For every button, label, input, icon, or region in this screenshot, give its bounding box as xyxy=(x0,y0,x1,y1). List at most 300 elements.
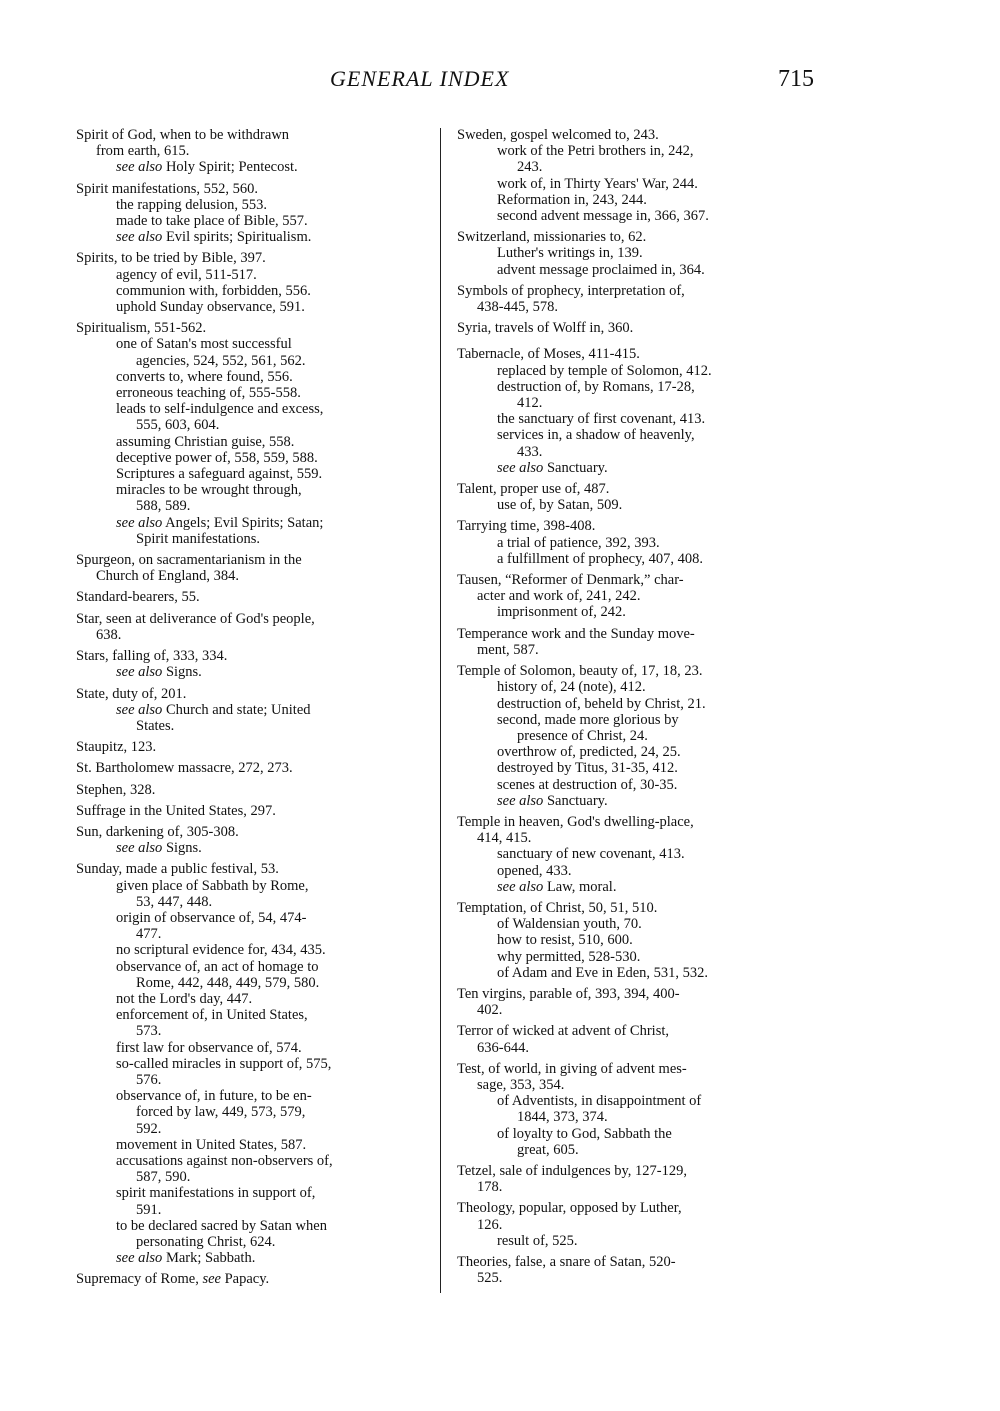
index-heading-line xyxy=(457,481,819,497)
index-text: not the Lord's day, 447. xyxy=(116,990,253,1007)
index-subentry-line xyxy=(76,515,426,531)
index-text: Law, moral. xyxy=(546,878,617,895)
index-heading-line xyxy=(76,589,426,605)
index-heading-line xyxy=(457,900,819,916)
index-subentry-line xyxy=(76,498,426,514)
index-text: replaced by temple of Solomon, 412. xyxy=(497,362,712,379)
index-subentry-line xyxy=(457,744,819,760)
index-heading-line xyxy=(457,830,819,846)
index-text: the rapping delusion, 553. xyxy=(116,196,268,213)
index-subentry-line xyxy=(457,379,819,395)
index-text: Theories, false, a snare of Satan, 520- xyxy=(457,1254,676,1270)
index-text: of loyalty to God, Sabbath the xyxy=(497,1125,672,1142)
index-text: presence of Christ, 24. xyxy=(517,727,648,744)
index-text: of Adventists, in disappointment of xyxy=(497,1093,702,1110)
index-text: sage, 353, 354. xyxy=(477,1076,565,1093)
index-subentry-line xyxy=(76,959,426,975)
index-text: Stars, falling of, 333, 334. xyxy=(76,648,228,665)
index-text: Star, seen at deliverance of God's people, xyxy=(76,610,315,627)
see-also-label: see also xyxy=(116,664,163,681)
index-column-right xyxy=(457,127,819,1291)
index-text: Theology, popular, opposed by Luther, xyxy=(457,1200,682,1217)
index-heading-line xyxy=(76,552,426,568)
index-subentry-line xyxy=(457,551,819,567)
index-text: origin of observance of, 54, 474- xyxy=(116,909,307,926)
index-heading-line xyxy=(457,588,819,604)
index-entry xyxy=(457,481,819,513)
index-subentry-line xyxy=(457,679,819,695)
index-heading-line xyxy=(76,782,426,798)
index-entry xyxy=(76,824,426,856)
index-heading-line xyxy=(76,568,426,584)
index-text: so-called miracles in support of, 575, xyxy=(116,1055,332,1072)
index-heading-line xyxy=(457,1023,819,1039)
index-subentry-line xyxy=(76,718,426,734)
index-text: 438-445, 578. xyxy=(477,299,558,316)
index-text: Sanctuary. xyxy=(546,792,608,809)
see-also-label: see also xyxy=(116,701,163,718)
index-text: 243. xyxy=(517,159,543,176)
index-subentry-line xyxy=(76,531,426,547)
index-entry xyxy=(76,803,426,819)
index-text: Ten virgins, parable of, 393, 394, 400- xyxy=(457,985,680,1002)
index-subentry-line xyxy=(457,411,819,427)
see-also-label: see also xyxy=(116,229,163,246)
index-text: a trial of patience, 392, 393. xyxy=(497,534,660,551)
index-subentry-line xyxy=(76,385,426,401)
index-text: 126. xyxy=(477,1216,503,1233)
index-subentry-line xyxy=(457,604,819,620)
index-text: 592. xyxy=(136,1120,162,1137)
index-subentry-line xyxy=(457,427,819,443)
index-text: Standard-bearers, 55. xyxy=(76,589,200,606)
index-text: Sanctuary. xyxy=(546,459,608,476)
index-column-left xyxy=(76,127,426,1293)
index-heading-line xyxy=(457,320,819,336)
index-subentry-line xyxy=(457,846,819,862)
index-text: ment, 587. xyxy=(477,641,539,658)
index-text: 402. xyxy=(477,1002,503,1019)
index-text: Spirits, to be tried by Bible, 397. xyxy=(76,250,266,267)
index-subentry-line xyxy=(76,910,426,926)
index-subentry-line xyxy=(76,197,426,213)
index-subentry-line xyxy=(76,1153,426,1169)
index-text: Rome, 442, 448, 449, 579, 580. xyxy=(136,974,320,991)
index-subentry-line xyxy=(76,840,426,856)
index-text: Signs. xyxy=(165,840,202,857)
index-text: given place of Sabbath by Rome, xyxy=(116,877,309,894)
index-subentry-line xyxy=(76,1121,426,1137)
index-subentry-line xyxy=(457,1093,819,1109)
index-entry xyxy=(457,1061,819,1158)
index-subentry-line xyxy=(76,1056,426,1072)
index-entry xyxy=(76,861,426,1266)
index-text: Mark; Sabbath. xyxy=(165,1250,256,1267)
index-text: Suffrage in the United States, 297. xyxy=(76,802,276,819)
index-text: agency of evil, 511-517. xyxy=(116,266,257,283)
index-text: 555, 603, 604. xyxy=(136,417,220,434)
index-heading-line xyxy=(76,320,426,336)
index-subentry-line xyxy=(76,1104,426,1120)
index-text: Staupitz, 123. xyxy=(76,739,157,756)
index-subentry-line xyxy=(457,1126,819,1142)
index-text: how to resist, 510, 600. xyxy=(497,932,633,949)
index-text: great, 605. xyxy=(517,1141,579,1158)
index-text: communion with, forbidden, 556. xyxy=(116,282,311,299)
index-text: Syria, travels of Wolff in, 360. xyxy=(457,320,634,337)
index-heading-line xyxy=(76,143,426,159)
index-entry xyxy=(76,127,426,176)
index-subentry-line xyxy=(76,1169,426,1185)
index-heading-line xyxy=(457,127,819,143)
index-text: 433. xyxy=(517,443,543,460)
index-text: a fulfillment of prophecy, 407, 408. xyxy=(497,550,704,567)
index-heading-line xyxy=(76,1271,426,1287)
index-subentry-line xyxy=(457,1142,819,1158)
index-subentry-line xyxy=(76,1072,426,1088)
index-subentry-line xyxy=(76,336,426,352)
index-subentry-line xyxy=(76,1202,426,1218)
index-text: 412. xyxy=(517,395,543,412)
index-text: the sanctuary of first covenant, 413. xyxy=(497,411,706,428)
index-subentry-line xyxy=(76,213,426,229)
index-subentry-line xyxy=(76,1088,426,1104)
index-subentry-line xyxy=(76,450,426,466)
index-text: Reformation in, 243, 244. xyxy=(497,191,647,208)
index-text: Switzerland, missionaries to, 62. xyxy=(457,229,647,246)
index-subentry-line xyxy=(457,1233,819,1249)
index-text: 414, 415. xyxy=(477,830,532,847)
index-subentry-line xyxy=(457,1109,819,1125)
index-heading-line xyxy=(76,760,426,776)
index-subentry-line xyxy=(76,299,426,315)
index-text: scenes at destruction of, 30-35. xyxy=(497,776,678,793)
index-text: 591. xyxy=(136,1201,162,1218)
index-text: destruction of, by Romans, 17-28, xyxy=(497,378,695,395)
index-text: work of the Petri brothers in, 242, xyxy=(497,143,694,160)
index-subentry-line xyxy=(76,1007,426,1023)
index-subentry-line xyxy=(457,262,819,278)
index-text: 1844, 373, 374. xyxy=(517,1109,608,1126)
index-heading-line xyxy=(457,299,819,315)
index-heading-line xyxy=(457,572,819,588)
index-entry xyxy=(76,648,426,680)
running-title: GENERAL INDEX xyxy=(330,66,510,91)
index-heading-line xyxy=(76,739,426,755)
index-subentry-line xyxy=(457,728,819,744)
index-text: Temple of Solomon, beauty of, 17, 18, 23. xyxy=(457,663,703,680)
index-entry xyxy=(76,589,426,605)
index-entry xyxy=(457,663,819,809)
index-text: destruction of, beheld by Christ, 21. xyxy=(497,695,706,712)
index-text: Temple in heaven, God's dwelling-place, xyxy=(457,813,694,830)
index-text: Spiritualism, 551-562. xyxy=(76,320,207,337)
index-text: Sweden, gospel welcomed to, 243. xyxy=(457,127,659,143)
index-heading-line xyxy=(457,1217,819,1233)
index-subentry-line xyxy=(457,460,819,476)
index-heading-line xyxy=(457,229,819,245)
see-also-label: see also xyxy=(116,1250,163,1267)
index-text: Spirit manifestations. xyxy=(136,530,261,547)
index-text: Terror of wicked at advent of Christ, xyxy=(457,1023,669,1040)
index-text: 638. xyxy=(96,626,122,643)
index-text: Spirit of God, when to be withdrawn xyxy=(76,127,290,143)
page-number: 715 xyxy=(778,66,814,92)
index-subentry-line xyxy=(457,965,819,981)
index-subentry-line xyxy=(76,975,426,991)
index-text: use of, by Satan, 509. xyxy=(497,497,623,514)
index-text: work of, in Thirty Years' War, 244. xyxy=(497,175,698,192)
index-text: assuming Christian guise, 558. xyxy=(116,433,295,450)
index-text: uphold Sunday observance, 591. xyxy=(116,299,305,316)
index-subentry-line xyxy=(76,401,426,417)
index-heading-line xyxy=(76,861,426,877)
index-text: Luther's writings in, 139. xyxy=(497,245,643,262)
index-text: second advent message in, 366, 367. xyxy=(497,208,709,225)
index-heading-line xyxy=(76,127,426,143)
index-text: 573. xyxy=(136,1023,162,1040)
index-subentry-line xyxy=(76,991,426,1007)
see-also-label: see also xyxy=(497,878,544,895)
index-text: overthrow of, predicted, 24, 25. xyxy=(497,744,681,761)
index-subentry-line xyxy=(457,245,819,261)
index-text: Tarrying time, 398-408. xyxy=(457,518,596,535)
index-subentry-line xyxy=(76,894,426,910)
index-subentry-line xyxy=(457,497,819,513)
index-text: history of, 24 (note), 412. xyxy=(497,679,646,696)
see-also-label: see also xyxy=(497,459,544,476)
index-text: Holy Spirit; Pentecost. xyxy=(165,159,298,176)
index-subentry-line xyxy=(457,777,819,793)
index-subentry-line xyxy=(76,482,426,498)
see-also-label: see also xyxy=(116,514,163,531)
index-heading-line xyxy=(457,1040,819,1056)
index-subentry-line xyxy=(457,760,819,776)
index-entry xyxy=(457,1163,819,1195)
index-text: Church and state; United xyxy=(165,701,311,718)
index-text: deceptive power of, 558, 559, 588. xyxy=(116,449,318,466)
index-subentry-line xyxy=(457,949,819,965)
index-text: destroyed by Titus, 31-35, 412. xyxy=(497,760,678,777)
index-entry xyxy=(76,782,426,798)
index-subentry-line xyxy=(76,878,426,894)
index-entry xyxy=(457,346,819,476)
index-subentry-line xyxy=(76,926,426,942)
index-text: Scriptures a safeguard against, 559. xyxy=(116,466,323,483)
index-text: Sunday, made a public festival, 53. xyxy=(76,861,279,878)
index-heading-line xyxy=(457,283,819,299)
index-text: Tabernacle, of Moses, 411-415. xyxy=(457,346,640,363)
index-text: advent message proclaimed in, 364. xyxy=(497,261,705,278)
index-text: States. xyxy=(136,717,175,734)
index-text: converts to, where found, 556. xyxy=(116,368,293,385)
index-text: leads to self-indulgence and excess, xyxy=(116,401,324,418)
see-also-label: see also xyxy=(116,159,163,176)
index-entry xyxy=(76,611,426,643)
index-subentry-line xyxy=(457,932,819,948)
index-entry xyxy=(76,320,426,547)
index-entry xyxy=(457,572,819,621)
index-subentry-line xyxy=(457,793,819,809)
index-heading-line xyxy=(76,627,426,643)
index-text: of Waldensian youth, 70. xyxy=(497,916,642,933)
index-heading-line xyxy=(76,611,426,627)
see-label: see xyxy=(202,1271,221,1288)
column-divider xyxy=(440,128,441,1293)
see-also-label: see also xyxy=(116,840,163,857)
index-text: 53, 447, 448. xyxy=(136,893,213,910)
index-heading-line xyxy=(457,1200,819,1216)
index-text: first law for observance of, 574. xyxy=(116,1039,302,1056)
index-heading-line xyxy=(457,1163,819,1179)
index-subentry-line xyxy=(76,434,426,450)
index-text: to be declared sacred by Satan when xyxy=(116,1217,327,1234)
index-heading-line xyxy=(76,648,426,664)
index-subentry-line xyxy=(76,702,426,718)
see-also-label: see also xyxy=(497,792,544,809)
index-entry xyxy=(457,320,819,336)
index-text: result of, 525. xyxy=(497,1232,578,1249)
index-subentry-line xyxy=(457,395,819,411)
index-subentry-line xyxy=(76,369,426,385)
index-heading-line xyxy=(457,1270,819,1286)
index-subentry-line xyxy=(76,942,426,958)
index-heading-line xyxy=(457,1179,819,1195)
index-entry xyxy=(457,1023,819,1055)
index-subentry-line xyxy=(457,363,819,379)
index-entry xyxy=(457,518,819,567)
index-text: 588, 589. xyxy=(136,498,191,515)
index-heading-line xyxy=(457,346,819,362)
index-text: Tausen, “Reformer of Denmark,” char- xyxy=(457,572,684,589)
index-subentry-line xyxy=(457,696,819,712)
index-entry xyxy=(76,760,426,776)
index-text: State, duty of, 201. xyxy=(76,685,187,702)
index-text: accusations against non-observers of, xyxy=(116,1152,333,1169)
index-text: St. Bartholomew massacre, 272, 273. xyxy=(76,760,293,777)
index-heading-line xyxy=(457,663,819,679)
index-text: Church of England, 384. xyxy=(96,568,239,585)
index-text: Tetzel, sale of indulgences by, 127-129, xyxy=(457,1162,687,1179)
index-heading-line xyxy=(76,686,426,702)
index-entry xyxy=(457,283,819,315)
index-heading-line xyxy=(457,1061,819,1077)
index-text: spirit manifestations in support of, xyxy=(116,1185,316,1202)
index-text: one of Satan's most successful xyxy=(116,336,292,353)
index-heading-line xyxy=(457,986,819,1002)
index-subentry-line xyxy=(76,1137,426,1153)
index-text: Talent, proper use of, 487. xyxy=(457,481,610,498)
index-subentry-line xyxy=(76,466,426,482)
index-text: forced by law, 449, 573, 579, xyxy=(136,1104,306,1121)
index-subentry-line xyxy=(457,712,819,728)
index-text: sanctuary of new covenant, 413. xyxy=(497,846,685,863)
index-text: of Adam and Eve in Eden, 531, 532. xyxy=(497,964,709,981)
index-entry xyxy=(457,900,819,981)
index-subentry-line xyxy=(76,283,426,299)
index-text: 587, 590. xyxy=(136,1169,191,1186)
index-heading-line xyxy=(76,250,426,266)
index-subentry-line xyxy=(457,863,819,879)
index-heading-line xyxy=(457,1254,819,1270)
index-text: second, made more glorious by xyxy=(497,711,679,728)
index-heading-line xyxy=(76,824,426,840)
index-text: personating Christ, 624. xyxy=(136,1234,276,1250)
index-text: Angels; Evil Spirits; Satan; xyxy=(165,514,324,531)
index-subentry-line xyxy=(76,267,426,283)
index-text: why permitted, 528-530. xyxy=(497,948,641,965)
index-heading-line xyxy=(457,518,819,534)
index-subentry-line xyxy=(457,879,819,895)
index-entry xyxy=(457,229,819,278)
index-heading-line xyxy=(76,803,426,819)
index-subentry-line xyxy=(76,1234,426,1250)
index-text: from earth, 615. xyxy=(96,143,190,160)
index-subentry-line xyxy=(457,535,819,551)
index-text: services in, a shadow of heavenly, xyxy=(497,427,695,444)
index-subentry-line xyxy=(76,1250,426,1266)
index-text: made to take place of Bible, 557. xyxy=(116,213,308,230)
index-subentry-line xyxy=(76,417,426,433)
index-entry xyxy=(457,1254,819,1286)
index-text: 178. xyxy=(477,1179,503,1196)
index-text: Supremacy of Rome, xyxy=(76,1271,199,1288)
index-subentry-line xyxy=(76,353,426,369)
index-text: Temptation, of Christ, 50, 51, 510. xyxy=(457,899,658,916)
index-heading-line xyxy=(457,642,819,658)
index-text: 636-644. xyxy=(477,1039,529,1056)
index-text: 525. xyxy=(477,1270,503,1287)
index-text: opened, 433. xyxy=(497,862,572,879)
index-subentry-line xyxy=(76,1218,426,1234)
index-text: movement in United States, 587. xyxy=(116,1136,307,1153)
index-text: imprisonment of, 242. xyxy=(497,604,626,621)
index-subentry-line xyxy=(457,176,819,192)
index-text: Evil spirits; Spiritualism. xyxy=(165,229,312,246)
index-subentry-line xyxy=(76,1023,426,1039)
index-text: 576. xyxy=(136,1071,162,1088)
index-heading-line xyxy=(457,814,819,830)
index-text: acter and work of, 241, 242. xyxy=(477,588,641,605)
index-subentry-line xyxy=(457,159,819,175)
index-entry xyxy=(457,986,819,1018)
index-entry xyxy=(457,1200,819,1249)
index-entry xyxy=(457,626,819,658)
index-text: Spurgeon, on sacramentarianism in the xyxy=(76,552,302,569)
index-text: no scriptural evidence for, 434, 435. xyxy=(116,942,326,959)
index-subentry-line xyxy=(457,208,819,224)
index-text: Signs. xyxy=(165,664,202,681)
index-entry xyxy=(76,686,426,735)
index-entry xyxy=(76,181,426,246)
index-text: Test, of world, in giving of advent mes- xyxy=(457,1060,687,1077)
index-text: observance of, in future, to be en- xyxy=(116,1088,312,1105)
index-subentry-line xyxy=(76,664,426,680)
index-text: agencies, 524, 552, 561, 562. xyxy=(136,352,306,369)
index-subentry-line xyxy=(457,444,819,460)
index-entry xyxy=(76,552,426,584)
index-entry xyxy=(457,127,819,224)
index-text: miracles to be wrought through, xyxy=(116,482,302,499)
index-entry xyxy=(76,1271,426,1287)
page-header xyxy=(0,66,1000,100)
index-heading-line xyxy=(457,1077,819,1093)
index-entry xyxy=(76,250,426,315)
index-subentry-line xyxy=(76,1040,426,1056)
index-text: Temperance work and the Sunday move- xyxy=(457,625,695,642)
index-text: enforcement of, in United States, xyxy=(116,1007,308,1024)
index-subentry-line xyxy=(457,916,819,932)
